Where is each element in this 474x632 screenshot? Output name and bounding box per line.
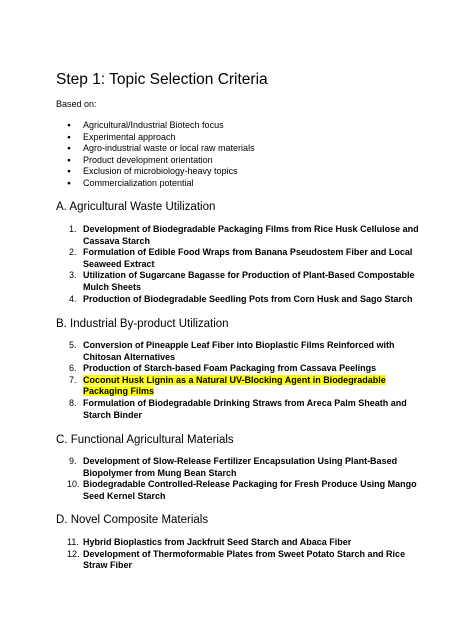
topic-title: Hybrid Bioplastics from Jackfruit Seed Starch and Abaca Fiber — [83, 537, 352, 547]
topic-title: Formulation of Biodegradable Drinking Straws from Areca Palm Sheath and Starch Binder — [83, 397, 407, 420]
criteria-item: ● Product development orientation — [56, 155, 255, 167]
topic-number: 8. — [69, 397, 77, 408]
topic-item — [56, 479, 426, 502]
criteria-item: ● Commercialization potential — [56, 178, 255, 190]
topic-number: 9. — [69, 456, 77, 466]
topic-title: Conversion of Pineapple Leaf Fiber into Bioplastic Films Reinforced with Chitosan Alternatives — [83, 340, 395, 362]
topic-number: 1. — [69, 224, 77, 234]
topic-title-highlighted: Coconut Husk Lignin as a Natural UV-Blocking Agent in Biodegradable Packaging Films — [83, 374, 386, 397]
page-title: Step 1: Topic Selection Criteria — [56, 71, 268, 88]
topic-number: 5. — [69, 340, 77, 350]
criteria-item: ● Agricultural/Industrial Biotech focus — [56, 120, 255, 132]
topic-number: 12. — [67, 548, 80, 559]
topic-number: 3. — [69, 270, 77, 281]
topic-list-b — [56, 340, 426, 421]
topic-list-c — [56, 456, 426, 502]
topic-title: Development of Thermoformable Plates from Sweet Potato Starch and Rice Straw Fiber — [83, 548, 406, 571]
topic-title: Production of Starch-based Foam Packaging from Cassava Peelings — [83, 363, 377, 374]
topic-title: Development of Slow-Release Fertilizer Encapsulation Using Plant-Based Biopolymer from Mung Bean Starch — [83, 456, 398, 478]
intro-text: Based on: — [56, 99, 97, 109]
topic-item — [56, 340, 426, 363]
topic-item — [56, 537, 426, 549]
topic-item — [56, 549, 426, 572]
topic-item-highlighted — [56, 375, 426, 398]
topic-number: 7. — [69, 374, 77, 385]
criteria-item: ● Agro-industrial waste or local raw materials — [56, 143, 255, 155]
topic-item — [56, 247, 426, 270]
topic-item — [56, 363, 426, 375]
section-heading-d: D. Novel Composite Materials — [56, 514, 209, 526]
topic-title: Formulation of Edible Food Wraps from Banana Pseudostem Fiber and Local Seaweed Extract — [83, 247, 413, 269]
topic-item — [56, 224, 426, 247]
topic-title: Development of Biodegradable Packaging Films from Rice Husk Cellulose and Cassava Starch — [83, 224, 419, 246]
section-heading-b: B. Industrial By-product Utilization — [56, 318, 229, 330]
topic-title: Biodegradable Controlled-Release Packaging for Fresh Produce Using Mango Seed Kernel Starch — [83, 479, 417, 501]
criteria-item: ● Experimental approach — [56, 132, 255, 144]
topic-number: 6. — [69, 363, 77, 374]
topic-number: 4. — [69, 293, 77, 304]
topic-list-a — [56, 224, 426, 305]
topic-item — [56, 270, 426, 293]
section-heading-c: C. Functional Agricultural Materials — [56, 434, 234, 446]
section-heading-a: A. Agricultural Waste Utilization — [56, 201, 216, 213]
topic-item — [56, 294, 426, 306]
criteria-list — [56, 120, 255, 190]
topic-title: Production of Biodegradable Seedling Pots from Corn Husk and Sago Starch — [83, 293, 413, 304]
topic-list-d — [56, 537, 426, 572]
topic-number: 11. — [67, 537, 79, 547]
topic-item — [56, 398, 426, 421]
topic-title: Utilization of Sugarcane Bagasse for Production of Plant-Based Compostable Mulch Sheets — [83, 270, 415, 292]
topic-number: 10. — [67, 479, 80, 490]
topic-item — [56, 456, 426, 479]
topic-number: 2. — [69, 247, 77, 258]
criteria-item: ● Exclusion of microbiology-heavy topics — [56, 166, 255, 178]
